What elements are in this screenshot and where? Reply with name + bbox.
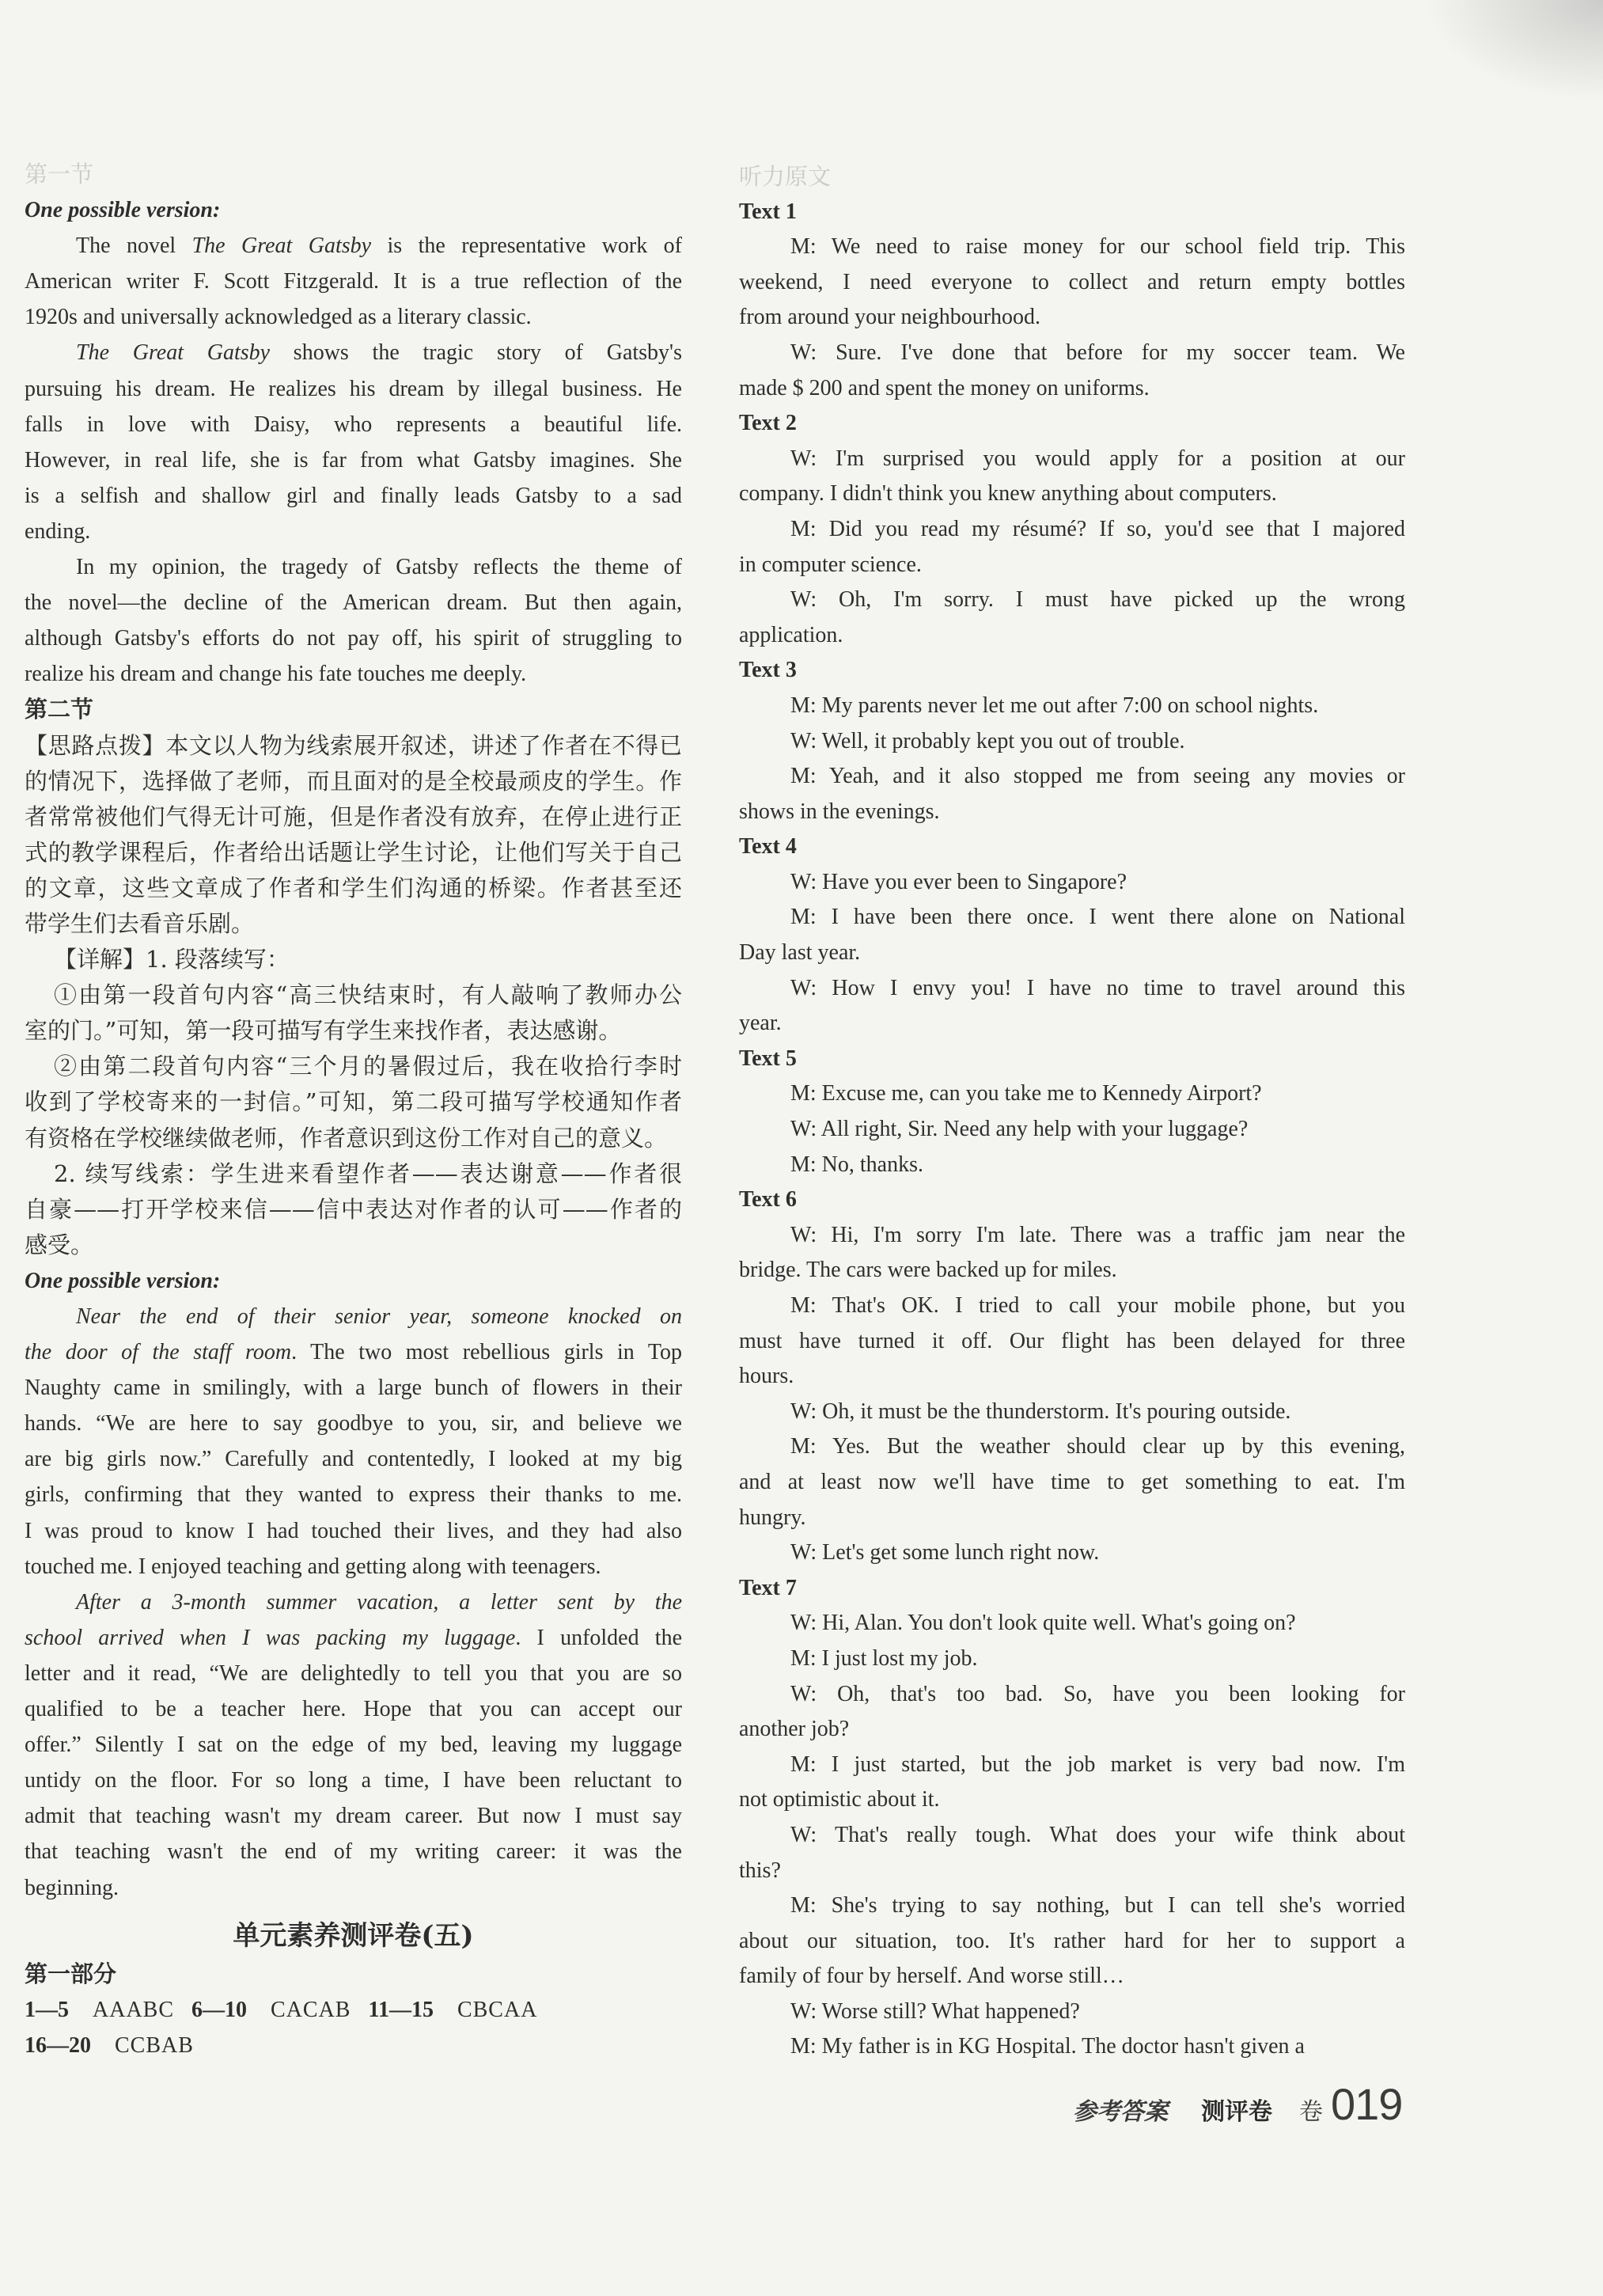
dialogue-turn — [739, 1288, 1405, 1395]
dialogue-turn — [739, 1535, 1405, 1571]
explanation-paragraph — [25, 1049, 682, 1156]
text-line: I was proud to know I had touched their lives, and they had also — [25, 1518, 682, 1543]
text-line: hours. — [739, 1364, 794, 1389]
text-line: girls, confirming that they wanted to express their thanks to me. — [25, 1482, 682, 1508]
dialogue-turn — [739, 336, 1405, 406]
text-line: although Gatsby's efforts do not pay off, his spirit of struggling to — [25, 626, 682, 651]
text-line: admit that teaching wasn't my dream career. But now I must say — [25, 1804, 682, 1829]
dialogue-turn — [739, 900, 1405, 970]
text-line: W: Let's get some lunch right now. — [790, 1540, 1100, 1565]
text-line: 2. 续写线索：学生进来看望作者——表达谢意——作者很 — [54, 1159, 682, 1187]
text-line: M: Did you read my résumé? If so, you'd see that I majored — [790, 516, 1405, 541]
text-line: M: She's trying to say nothing, but I can tell she's worried — [790, 1893, 1405, 1918]
italic-phrase: Near the end of their senior year, someone knocked on — [76, 1304, 682, 1329]
text-line — [25, 1584, 682, 1620]
section-label — [25, 157, 682, 192]
dialogue-turn — [739, 865, 1405, 901]
answer-row — [25, 1992, 682, 2028]
text-line: M: That's OK. I tried to call your mobile phone, but you — [790, 1293, 1405, 1318]
italic-phrase: the door of the staff room — [25, 1340, 292, 1365]
dialogue-turn — [739, 1218, 1405, 1288]
text-line: ending. — [25, 518, 91, 544]
listening-text-label — [739, 195, 1405, 230]
text-line: W: How I envy you! I have no time to travel around this — [790, 975, 1405, 1000]
text-line: falls in love with Daisy, who represents a beautiful life. — [25, 412, 682, 437]
dialogue-turn — [739, 1606, 1405, 1641]
text-line: American writer F. Scott Fitzgerald. It is a true reflection of the — [25, 269, 682, 294]
section-heading — [25, 1956, 682, 1992]
text-line: another job? — [739, 1717, 850, 1742]
dialogue-turn — [739, 1076, 1405, 1112]
text-line: bridge. The cars were backed up for miles. — [739, 1258, 1117, 1283]
text-line: W: That's really tough. What does your wife think about — [790, 1822, 1405, 1847]
dialogue-turn — [739, 230, 1405, 336]
dialogue-turn — [739, 971, 1405, 1042]
text-line: beginning. — [25, 1875, 119, 1900]
answer-letters: CBCAA — [457, 1997, 538, 2022]
text-segment: shows the tragic story of Gatsby's — [270, 340, 682, 366]
text-line: year. — [739, 1011, 782, 1036]
text-line: realize his dream and change his fate touches me deeply. — [25, 662, 527, 687]
dialogue-turn — [739, 759, 1405, 829]
text-line: Text 4 — [739, 834, 797, 860]
text-line: Text 3 — [739, 658, 797, 683]
dialogue-turn — [739, 1888, 1405, 1994]
text-line — [25, 1620, 682, 1656]
text-line: this? — [739, 1858, 781, 1883]
dialogue-turn — [739, 724, 1405, 760]
text-line: qualified to be a teacher here. Hope that you can accept our — [25, 1697, 682, 1722]
text-segment: The novel — [76, 233, 192, 259]
text-line: M: I just started, but the job market is very bad now. I'm — [790, 1751, 1405, 1777]
right-column — [739, 159, 1405, 2065]
answer-group — [25, 1992, 174, 2028]
text-line: Day last year. — [739, 940, 861, 966]
text-line: hungry. — [739, 1505, 806, 1530]
text-line: in computer science. — [739, 552, 922, 577]
italic-phrase: The Great Gatsby — [76, 340, 271, 366]
listening-text-label — [739, 1571, 1405, 1607]
text-line: ①由第一段首句内容“高三快结束时，有人敲响了教师办公 — [54, 981, 682, 1009]
text-segment: . The two most rebellious girls in Top — [291, 1340, 682, 1365]
dialogue-turn — [739, 512, 1405, 583]
text-line: Naughty came in smilingly, with a large bunch of flowers in their — [25, 1376, 682, 1401]
text-line: offer.” Silently I sat on the edge of my bed, leaving my luggage — [25, 1732, 682, 1758]
text-line: M: Yeah, and it also stopped me from seeing any movies or — [790, 764, 1405, 789]
question-range: 16—20 — [25, 2032, 91, 2058]
dialogue-turn — [739, 689, 1405, 724]
answer-group — [368, 1992, 537, 2028]
answer-key — [25, 1992, 682, 2063]
answer-letters: CCBAB — [115, 2032, 194, 2058]
listening-text-label — [739, 1042, 1405, 1077]
text-line: made $ 200 and spent the money on uniforms. — [739, 375, 1150, 400]
text-line: 1920s and universally acknowledged as a literary classic. — [25, 305, 532, 330]
essay-paragraph — [25, 228, 682, 335]
dialogue-turn — [739, 1148, 1405, 1183]
dialogue-turn — [739, 1818, 1405, 1888]
text-line: M: I just lost my job. — [790, 1645, 978, 1671]
text-line: company. I didn't think you knew anything about computers. — [739, 481, 1277, 507]
explanation-paragraph — [25, 1156, 682, 1263]
text-line: 的文章，这些文章成了作者和学生们沟通的桥梁。作者甚至还 — [25, 874, 682, 901]
text-line: 感受。 — [25, 1231, 94, 1258]
text-line: In my opinion, the tragedy of Gatsby reflects the theme of — [76, 555, 682, 580]
text-line: pursuing his dream. He realizes his dream by illegal business. He — [25, 376, 682, 401]
dialogue-turn — [739, 583, 1405, 653]
text-line: touched me. I enjoyed teaching and getting along with teenagers. — [25, 1554, 601, 1579]
dialogue-turn — [739, 1641, 1405, 1677]
answer-row — [25, 2028, 682, 2063]
text-line: 第一部分 — [25, 1960, 117, 1987]
answer-letters: AAABC — [93, 1997, 175, 2022]
text-line: ②由第二段首句内容“三个月的暑假过后，我在收拾行李时 — [54, 1053, 682, 1080]
listening-text-label — [739, 1182, 1405, 1218]
text-segment: is the representative work of — [371, 233, 682, 259]
question-range: 6—10 — [191, 1997, 248, 2022]
text-segment: . I unfolded the — [515, 1625, 682, 1650]
explanation-paragraph — [25, 977, 682, 1049]
text-line: must have turned it off. Our flight has been delayed for three — [739, 1328, 1405, 1353]
text-line: W: Oh, that's too bad. So, have you been looking for — [790, 1681, 1405, 1706]
analysis-paragraph — [25, 728, 682, 943]
text-line: and at least now we'll have time to get something to eat. I'm — [739, 1469, 1405, 1494]
footer-section-label: 参考答案 — [1073, 2098, 1168, 2126]
italic-phrase: school arrived when I was packing my luggage — [25, 1625, 516, 1650]
dialogue-turn — [739, 1395, 1405, 1430]
listening-text-label — [739, 653, 1405, 689]
version-label — [25, 1263, 682, 1299]
text-line: Text 2 — [739, 411, 797, 436]
text-line — [25, 335, 682, 370]
text-line: M: Excuse me, can you take me to Kennedy Airport? — [790, 1081, 1262, 1106]
text-line: Text 7 — [739, 1575, 797, 1600]
question-range: 11—15 — [368, 1997, 434, 2022]
section-label — [739, 159, 1405, 195]
text-line: 式的教学课程后，作者给出话题让学生讨论，让他们写关于自己 — [25, 838, 682, 866]
text-line: about our situation, too. It's rather hard for her to support a — [739, 1928, 1405, 1953]
text-line: One possible version: — [25, 198, 221, 223]
footer-volume-label: 卷 — [1299, 2098, 1323, 2126]
text-line: M: I have been there once. I went there alone on National — [790, 905, 1405, 930]
text-line: 室的门。”可知，第一段可描写有学生来找作者，表达感谢。 — [25, 1017, 622, 1045]
text-line: family of four by herself. And worse still… — [739, 1964, 1124, 1989]
text-line: Text 1 — [739, 199, 797, 224]
text-line: not optimistic about it. — [739, 1787, 940, 1812]
dialogue-turn — [739, 442, 1405, 512]
text-line: letter and it read, “We are delightedly to tell you that you are so — [25, 1660, 682, 1686]
text-line: the novel—the decline of the American dream. But then again, — [25, 590, 682, 616]
dialogue-turn — [739, 1994, 1405, 2030]
italic-phrase: The Great Gatsby — [191, 233, 372, 259]
text-line: 第一节 — [25, 161, 94, 188]
text-line: that teaching wasn't the end of my writing career: it was the — [25, 1839, 682, 1865]
text-line: 自豪——打开学校来信——信中表达对作者的认可——作者的 — [25, 1195, 682, 1223]
text-line: 【思路点拨】本文以人物为线索展开叙述，讲述了作者在不得已 — [25, 731, 682, 759]
text-line: M: No, thanks. — [790, 1152, 923, 1177]
dialogue-turn — [739, 1677, 1405, 1748]
listening-text-label — [739, 829, 1405, 865]
text-line: 的情况下，选择做了老师，而且面对的是全校最顽皮的学生。作 — [25, 767, 682, 795]
answer-group — [191, 1992, 351, 2028]
text-line — [25, 1299, 682, 1334]
text-line: W: Hi, Alan. You don't look quite well. What's going on? — [790, 1611, 1296, 1636]
left-column — [25, 157, 682, 2063]
question-range: 1—5 — [25, 1997, 69, 2022]
essay-paragraph — [25, 335, 682, 549]
text-line: W: Oh, I'm sorry. I must have picked up the wrong — [790, 587, 1405, 613]
answer-letters: CACAB — [271, 1997, 351, 2022]
dialogue-turn — [739, 1748, 1405, 1818]
text-line: 第二节 — [25, 696, 94, 723]
dialogue-turn — [739, 1112, 1405, 1148]
text-line: However, in real life, she is far from what Gatsby imagines. She — [25, 447, 682, 472]
text-line — [25, 1334, 682, 1370]
dialogue-turn — [739, 1429, 1405, 1535]
text-line: W: Well, it probably kept you out of trouble. — [790, 728, 1185, 753]
text-line: M: Yes. But the weather should clear up by this evening, — [790, 1434, 1405, 1459]
text-line: 听力原文 — [739, 163, 832, 190]
text-line: One possible version: — [25, 1268, 221, 1293]
text-line: are big girls now.” Carefully and contentedly, I looked at my big — [25, 1447, 682, 1472]
text-line: Text 5 — [739, 1046, 797, 1071]
italic-phrase: After a 3-month summer vacation, a letter sent by the — [76, 1589, 682, 1615]
text-line: 者常常被他们气得无计可施，但是作者没有放弃，在停止进行正 — [25, 803, 682, 830]
text-line: W: Worse still? What happened? — [790, 1998, 1080, 2024]
text-line: 单元素养测评卷(五) — [233, 1919, 474, 1952]
text-line: M: My parents never let me out after 7:00 on school nights. — [790, 693, 1319, 718]
text-line: W: Hi, I'm sorry I'm late. There was a traffic jam near the — [790, 1222, 1405, 1247]
text-line: W: I'm surprised you would apply for a position at our — [790, 446, 1405, 471]
text-line: 有资格在学校继续做老师，作者意识到这份工作对自己的意义。 — [25, 1124, 668, 1152]
text-line — [25, 228, 682, 264]
text-line: Text 6 — [739, 1187, 797, 1213]
text-line: application. — [739, 622, 843, 647]
text-line: weekend, I need everyone to collect and return empty bottles — [739, 269, 1405, 294]
text-line: 收到了学校寄来的一封信。”可知，第二段可描写学校通知作者 — [25, 1088, 682, 1116]
text-line: W: All right, Sir. Need any help with your luggage? — [790, 1117, 1249, 1142]
listening-text-label — [739, 406, 1405, 442]
explanation-paragraph — [25, 942, 682, 977]
answer-group — [25, 2028, 194, 2063]
text-line: untidy on the floor. For so long a time, I have been reluctant to — [25, 1768, 682, 1793]
text-line: W: Oh, it must be the thunderstorm. It's pouring outside. — [790, 1398, 1291, 1424]
text-line: shows in the evenings. — [739, 799, 940, 824]
page-number: 019 — [1331, 2079, 1403, 2129]
text-line: 【详解】1. 段落续写： — [54, 946, 290, 973]
text-line: hands. “We are here to say goodbye to you, sir, and believe we — [25, 1411, 682, 1436]
text-line: 带学生们去看音乐剧。 — [25, 909, 255, 937]
essay-paragraph — [25, 1299, 682, 1584]
text-line: W: Sure. I've done that before for my soccer team. We — [790, 340, 1405, 365]
section-heading — [25, 692, 682, 727]
footer-booklet-label: 测评卷 — [1201, 2098, 1272, 2126]
text-line: M: My father is in KG Hospital. The doctor hasn't given a — [790, 2034, 1305, 2059]
page-footer — [1073, 2078, 1402, 2135]
text-line: W: Have you ever been to Singapore? — [790, 869, 1127, 894]
unit-test-title — [25, 1915, 682, 1956]
essay-paragraph — [25, 549, 682, 692]
essay-paragraph — [25, 1584, 682, 1906]
version-label — [25, 192, 682, 228]
text-line: from around your neighbourhood. — [739, 305, 1041, 330]
text-line: M: We need to raise money for our school field trip. This — [790, 234, 1405, 260]
dialogue-turn — [739, 2029, 1405, 2065]
text-line: is a selfish and shallow girl and finally leads Gatsby to a sad — [25, 483, 682, 508]
